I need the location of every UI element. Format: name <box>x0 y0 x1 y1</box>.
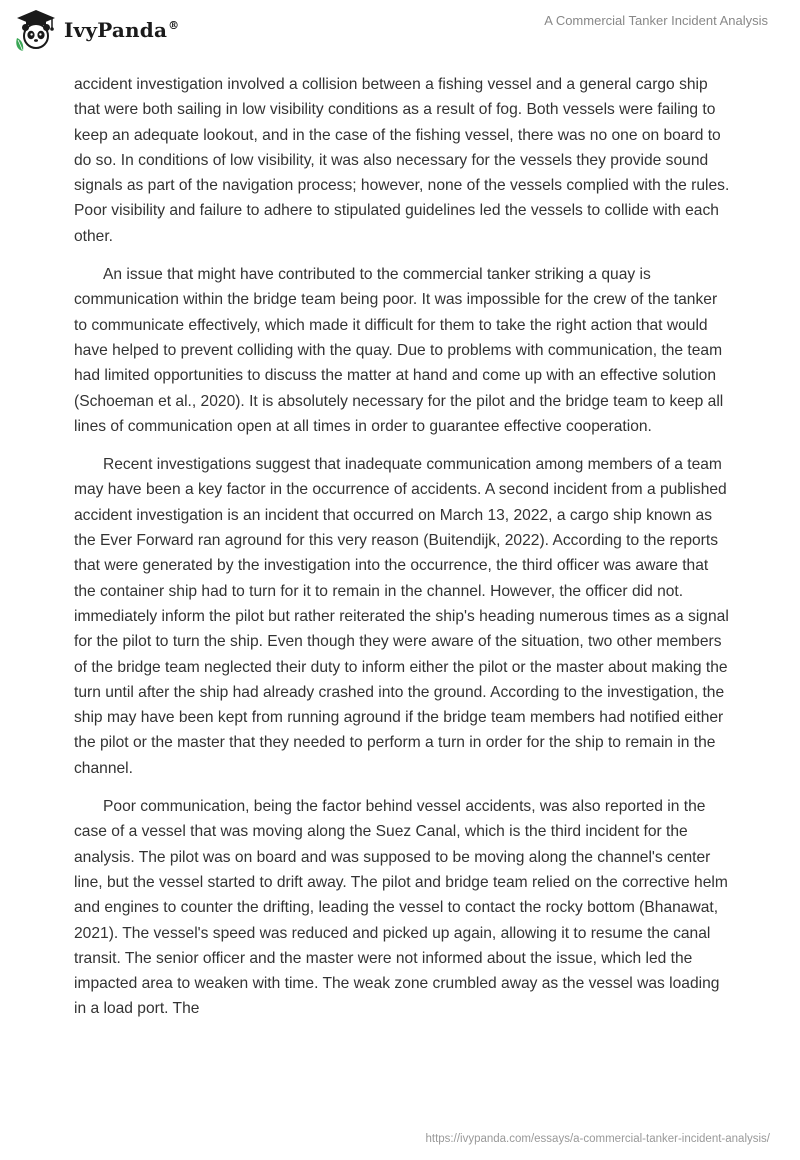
document-title: A Commercial Tanker Incident Analysis <box>544 13 768 28</box>
ivypanda-logo[interactable] <box>14 8 179 52</box>
logo-wordmark: IvyPanda® <box>64 18 180 42</box>
source-url[interactable]: https://ivypanda.com/essays/a-commercial-tanker-incident-analysis/ <box>425 1133 770 1145</box>
paragraph-2: An issue that might have contributed to the commercial tanker striking a quay is communication within the bridge team being poor. It was impossible for the crew of the tanker to communicate effectively, which made it difficult for them to take the right action that would have helped to prevent colliding with the quay. Due to problems with communication, the team had limited opportunities to discuss the matter at hand and come up with an effective solution (Schoeman et al., 2020). It is absolutely necessary for the pilot and the bridge team to keep all lines of communication open at all times in order to guarantee effective cooperation. <box>74 266 724 435</box>
paragraph-3: Recent investigations suggest that inadequate communication among members of a team may have been a key factor in the occurrence of accidents. A second incident from a published accident investigation is an incident that occurred on March 13, 2022, a cargo ship known as the Ever Forward ran aground for this very reason (Buitendijk, 2022). According to the reports that were generated by the investigation into the occurrence, the third officer was aware that the container ship had to turn for it to remain in the channel. However, the officer did not. immediately inform the pilot but rather reiterated the ship's heading numerous times as a signal for the pilot to turn the ship. Even though they were aware of the situation, two other members of the bridge team neglected their duty to inform either the pilot or the master about making the turn until after the ship had already crashed into the ground. According to the investigation, the ship may have been kept from running aground if the bridge team members had notified either the pilot or the master that they needed to perform a turn in order for the ship to remain in the channel. <box>74 456 729 777</box>
paragraph-4: Poor communication, being the factor behind vessel accidents, was also reported in the case of a vessel that was moving along the Suez Canal, which is the third incident for the analysis. The pilot was on board and was supposed to be moving along the channel's center line, but the vessel started to drift away. The pilot and bridge team relied on the corrective helm and engines to counter the drifting, leading the vessel to contact the rocky bottom (Bhanawat, 2021). The vessel's speed was reduced and picked up again, allowing it to resume the canal transit. The senior officer and the master were not informed about the issue, which led the impacted area to weaken with time. The weak zone crumbled away as the vessel was loading in a load port. The <box>74 798 728 1018</box>
registered-mark: ® <box>168 19 180 33</box>
paragraph-1: accident investigation involved a collision between a fishing vessel and a general cargo ship that were both sailing in low visibility conditions as a result of fog. Both vessels were failing to keep an adequate lookout, and in the case of the fishing vessel, there was no one on board to do so. In conditions of low visibility, it was also necessary for the vessels they provide sound signals as part of the navigation process; however, none of the vessels complied with the rules. Poor visibility and failure to adhere to stipulated guidelines led the vessels to collide with each other. <box>74 76 730 245</box>
panda-graduate-icon <box>14 8 58 52</box>
essay-body <box>74 72 730 1035</box>
page-header <box>0 0 800 60</box>
